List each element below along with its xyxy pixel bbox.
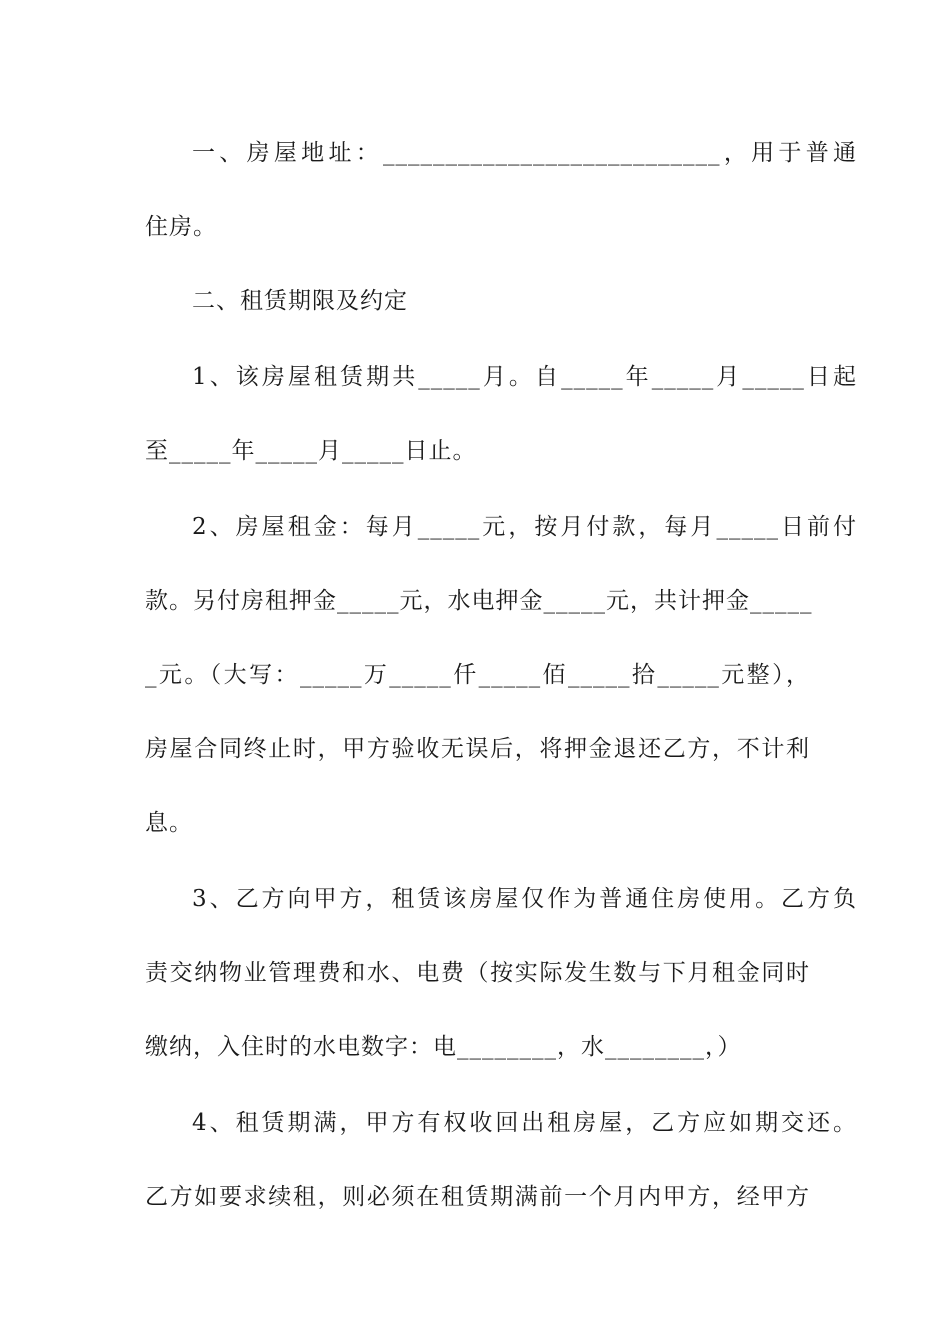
renewal-line: 乙方如要求续租，则必须在租赁期满前一个月内甲方，经甲方	[145, 1184, 810, 1210]
lease-term-continuation: 至_____年_____月_____日止。	[145, 438, 477, 464]
rent-line: 2、房屋租金：每月_____元，按月付款，每月_____日前付	[192, 514, 857, 540]
meter-reading-line: 缴纳，入住时的水电数字：电________，水________，）	[145, 1034, 742, 1060]
fees-line: 责交纳物业管理费和水、电费（按实际发生数与下月租金同时	[145, 960, 810, 986]
deposit-refund-line: 房屋合同终止时，甲方验收无误后，将押金退还乙方，不计利	[145, 736, 810, 762]
house-address-line: 一、房屋地址：___________________________，用于普通	[192, 140, 857, 166]
usage-line: 3、乙方向甲方，租赁该房屋仅作为普通住房使用。乙方负	[192, 886, 857, 912]
house-address-continuation: 住房。	[145, 214, 217, 240]
section-heading-lease-term: 二、租赁期限及约定	[192, 288, 408, 314]
lease-expiry-line: 4、租赁期满，甲方有权收回出租房屋，乙方应如期交还。	[192, 1110, 857, 1136]
lease-term-line: 1、该房屋租赁期共_____月。自_____年_____月_____日起	[192, 364, 857, 390]
deposit-refund-continuation: 息。	[145, 810, 193, 836]
deposit-amount-line: _元。（大写：_____万_____仟_____佰_____拾_____元整），	[145, 662, 810, 688]
deposit-line: 款。另付房租押金_____元，水电押金_____元，共计押金_____	[145, 588, 813, 614]
